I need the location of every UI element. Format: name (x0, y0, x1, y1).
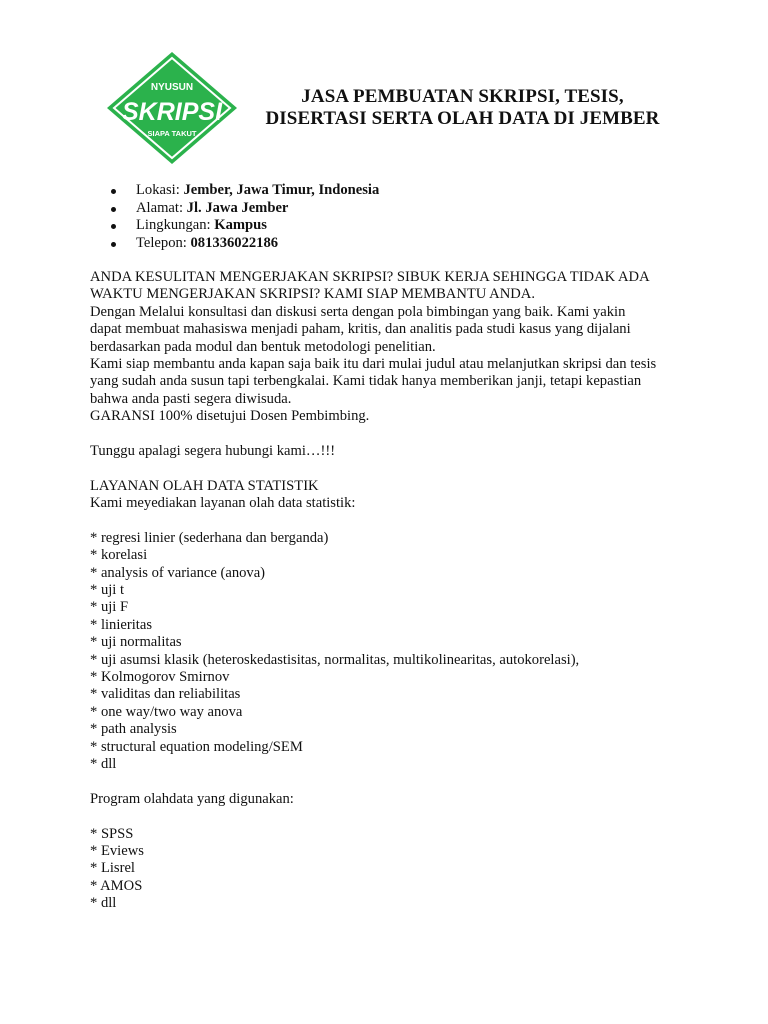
info-item-lokasi (106, 182, 379, 200)
list-item: * Lisrel (90, 860, 135, 877)
logo-main-text: SKRIPSI (121, 98, 223, 126)
bullet-icon (111, 224, 116, 229)
program-heading: Program olahdata yang digunakan: (90, 790, 294, 807)
list-item: * dll (90, 755, 117, 772)
list-item: * regresi linier (sederhana dan berganda) (90, 529, 329, 546)
list-item: * structural equation modeling/SEM (90, 738, 303, 755)
intro-line: dapat membuat mahasiswa menjadi paham, kritis, dan analitis pada studi kasus yang dijalani (90, 321, 631, 338)
list-item: * dll (90, 895, 117, 912)
list-item: * one way/two way anova (90, 703, 243, 720)
info-value: 081336022186 (190, 234, 279, 251)
page-title (240, 86, 685, 130)
list-item: * validitas dan reliabilitas (90, 686, 241, 703)
info-label: Telepon: (136, 234, 191, 251)
intro-line: WAKTU MENGERJAKAN SKRIPSI? KAMI SIAP MEMBANTU ANDA. (90, 286, 535, 303)
logo-top-text: NYUSUN (150, 82, 194, 93)
contact-info-list (106, 182, 379, 252)
info-item-telepon (106, 235, 379, 253)
list-item: * SPSS (90, 825, 134, 842)
intro-line: Dengan Melalui konsultasi dan diskusi serta dengan pola bimbingan yang baik. Kami yakin (90, 303, 626, 320)
list-item: * uji t (90, 582, 125, 599)
list-item: * Eviews (90, 842, 144, 859)
intro-line: Kami siap membantu anda kapan saja baik itu dari mulai judul atau melanjutkan skripsi dan tesis (90, 355, 657, 372)
list-item: * korelasi (90, 547, 148, 564)
list-item: * uji asumsi klasik (heteroskedastisitas, normalitas, multikolinearitas, autokorelasi), (90, 651, 580, 668)
list-item: * uji normalitas (90, 634, 182, 651)
logo-bottom-text: SIAPA TAKUT (147, 129, 197, 138)
body-text (90, 269, 690, 912)
bullet-icon (111, 207, 116, 212)
bullet-icon (111, 189, 116, 194)
info-value: Jl. Jawa Jember (186, 199, 289, 216)
intro-line: bahwa anda pasti segera diwisuda. (90, 390, 292, 407)
intro-line: ANDA KESULITAN MENGERJAKAN SKRIPSI? SIBUK KERJA SEHINGGA TIDAK ADA (90, 269, 650, 285)
nyusun-skripsi-logo (103, 48, 241, 168)
layanan-heading: LAYANAN OLAH DATA STATISTIK (90, 477, 319, 494)
list-item: * Kolmogorov Smirnov (90, 668, 230, 685)
title-line-1: JASA PEMBUATAN SKRIPSI, TESIS, (301, 86, 624, 107)
logo-diamond-icon (103, 48, 241, 168)
call-to-action: Tunggu apalagi segera hubungi kami…!!! (90, 442, 336, 459)
bullet-icon (111, 242, 116, 247)
info-label: Alamat: (136, 199, 187, 216)
info-value: Kampus (214, 217, 267, 233)
info-item-lingkungan (106, 217, 379, 235)
list-item: * AMOS (90, 877, 143, 894)
intro-line: berdasarkan pada modul dan bentuk metodologi penelitian. (90, 338, 436, 355)
intro-line: yang sudah anda susun tapi terbengkalai. Kami tidak hanya memberikan janji, tetapi kepastian (90, 373, 642, 390)
list-item: * linieritas (90, 616, 153, 633)
list-item: * uji F (90, 599, 129, 616)
guarantee-line: GARANSI 100% disetujui Dosen Pembimbing. (90, 408, 370, 425)
info-item-alamat (106, 200, 379, 218)
info-value: Jember, Jawa Timur, Indonesia (183, 182, 380, 198)
layanan-intro: Kami meyediakan layanan olah data statistik: (90, 495, 356, 512)
info-label: Lokasi: (136, 182, 184, 198)
info-label: Lingkungan: (136, 217, 215, 233)
title-line-2: DISERTASI SERTA OLAH DATA DI JEMBER (265, 108, 660, 129)
list-item: * path analysis (90, 721, 177, 738)
list-item: * analysis of variance (anova) (90, 564, 266, 581)
